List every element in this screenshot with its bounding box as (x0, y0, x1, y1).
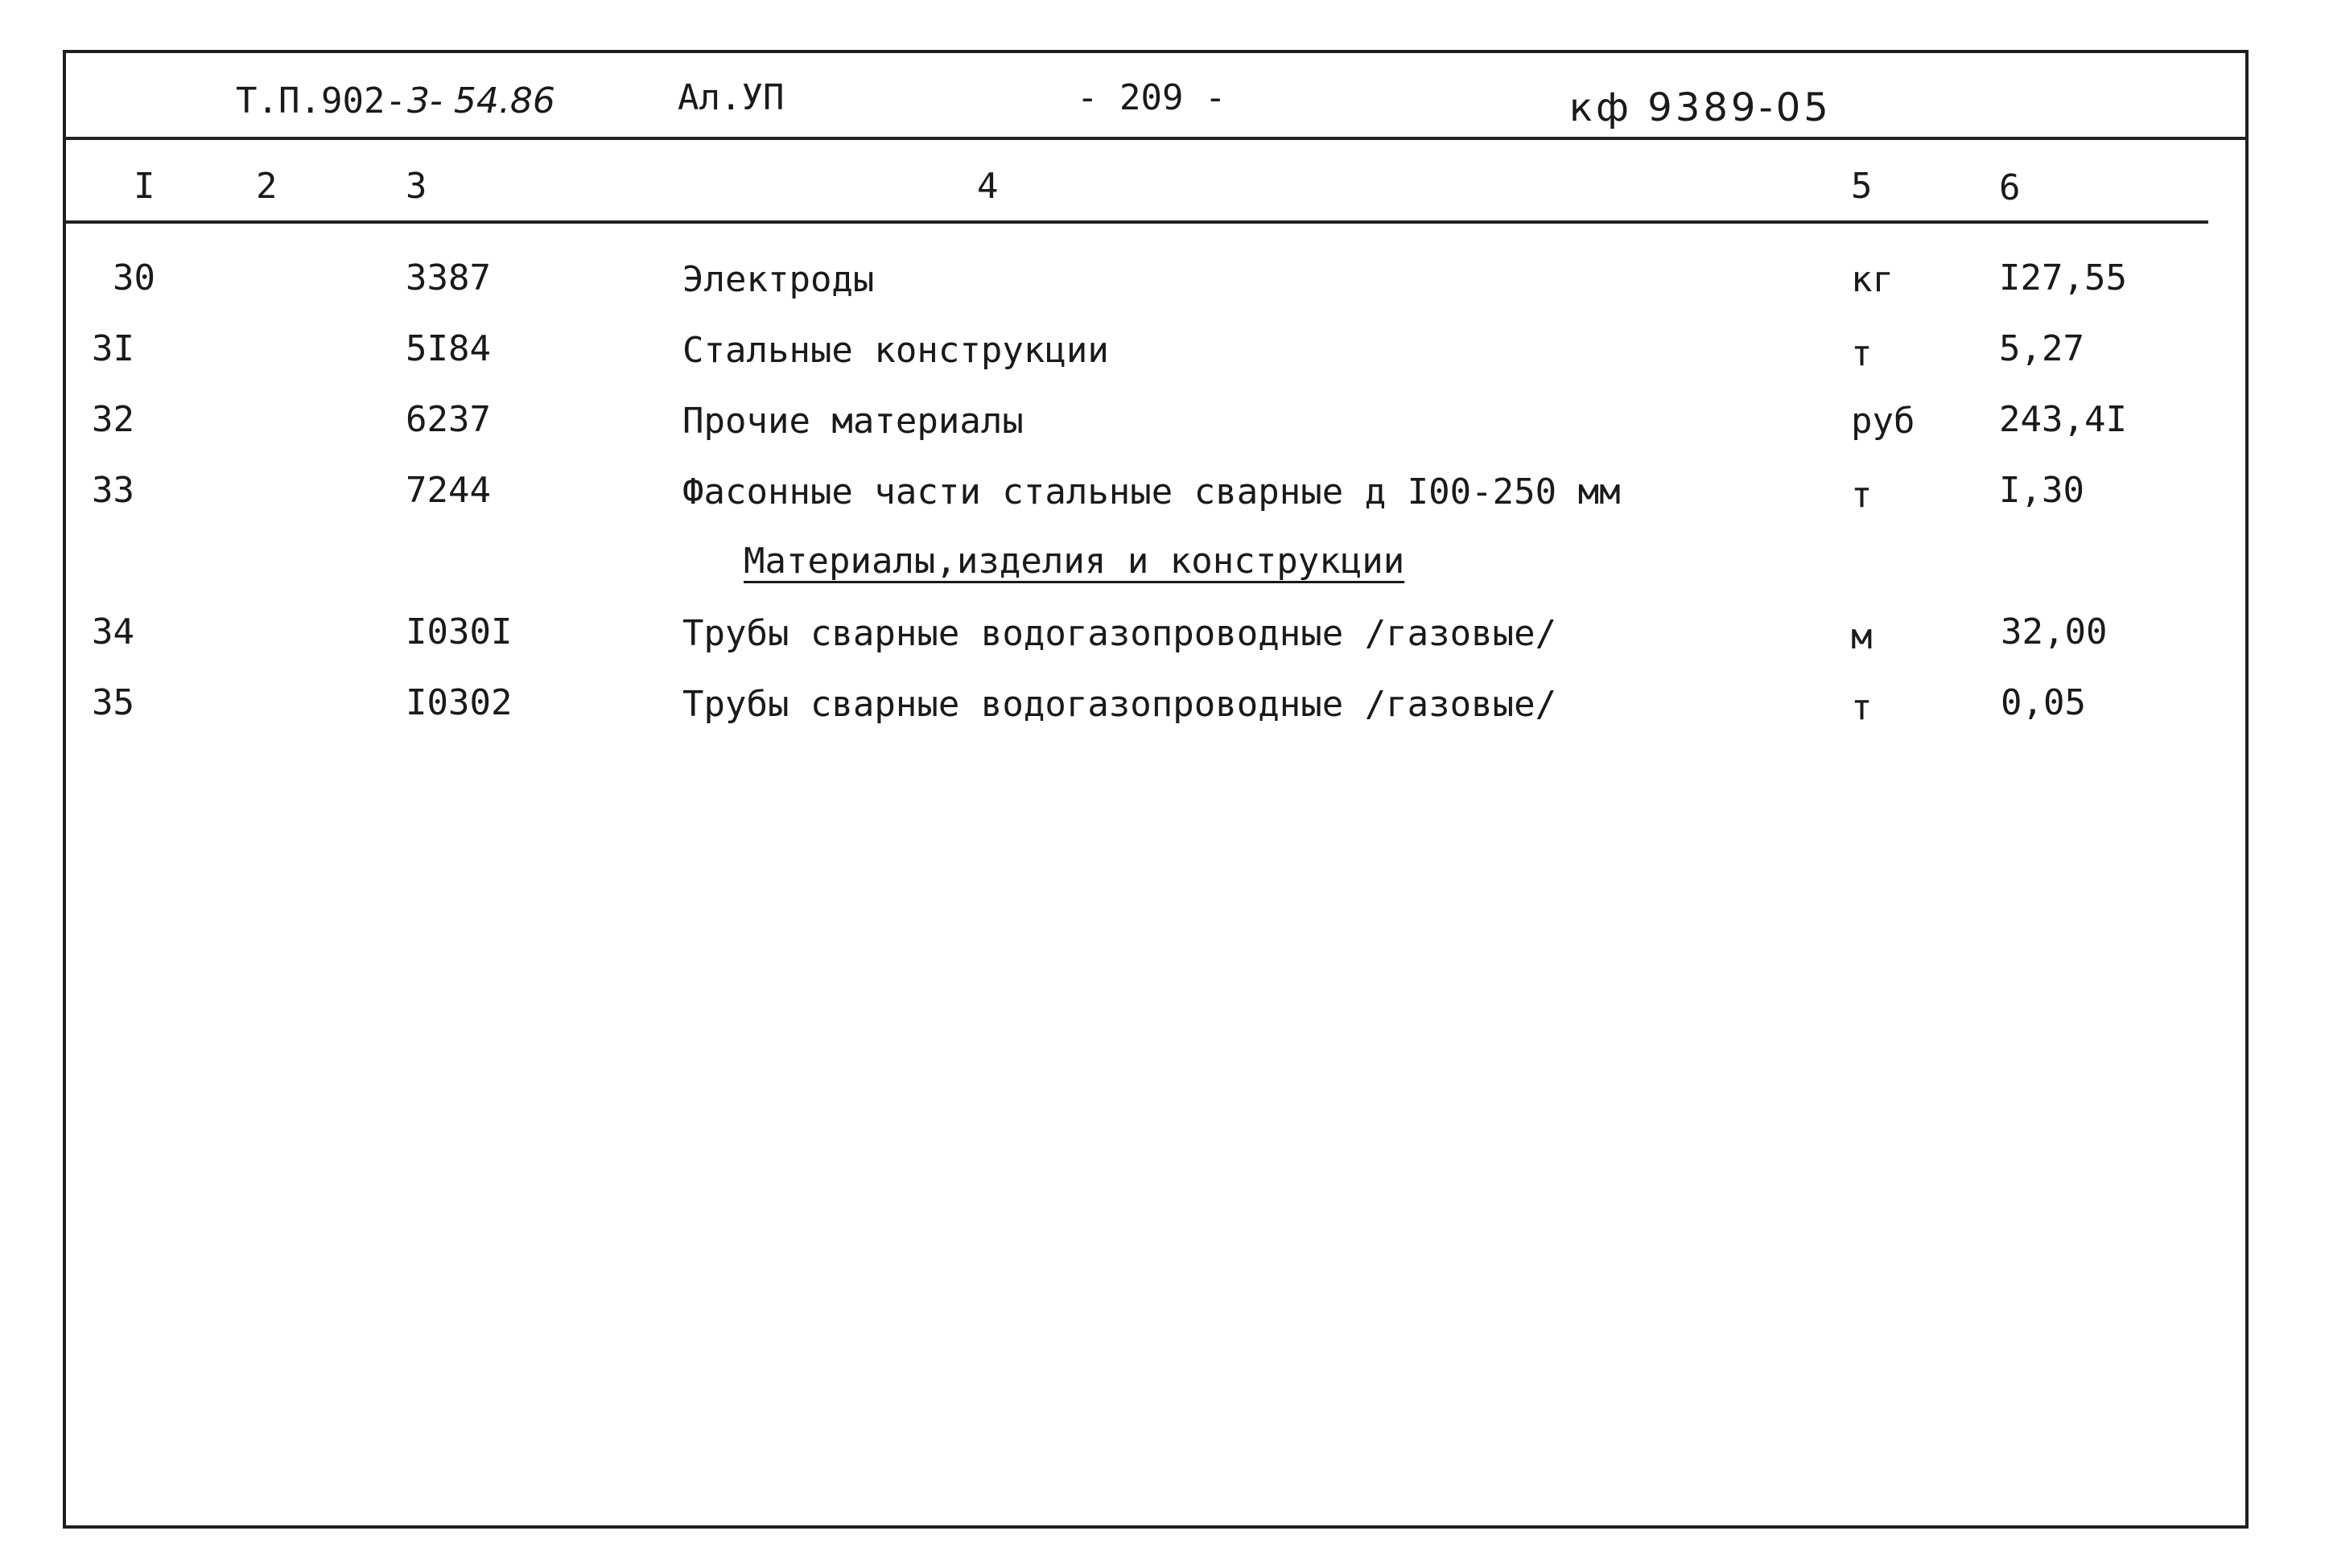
col-header-2: 2 (256, 166, 278, 207)
resource-code: 6237 (406, 399, 491, 440)
quantity: 243,4I (1999, 399, 2127, 440)
quantity: I,30 (1999, 470, 2084, 511)
header-rule (66, 137, 2249, 140)
resource-code: I030I (406, 611, 513, 652)
unit: руб (1851, 401, 1915, 442)
resource-code: 3387 (406, 257, 491, 298)
col-header-4: 4 (977, 166, 999, 207)
col-header-5: 5 (1851, 166, 1873, 207)
quantity: 5,27 (1999, 328, 2084, 369)
unit: т (1851, 333, 1873, 374)
quantity: 32,00 (2001, 611, 2108, 652)
col-header-6: 6 (1999, 167, 2021, 208)
resource-code: 7244 (406, 470, 491, 511)
quantity: 0,05 (2001, 682, 2086, 723)
resource-name: Прочие материалы (682, 401, 1024, 442)
row-number: 33 (92, 470, 134, 511)
row-number: 30 (113, 257, 155, 298)
resource-code: 5I84 (406, 328, 491, 369)
page-frame (63, 50, 2249, 1529)
resource-code: I0302 (406, 682, 513, 723)
doc-code-handwritten: 3- 54.86 (407, 80, 555, 121)
resource-name: Фасонные части стальные сварные д I00-250 мм (682, 471, 1621, 512)
album-label: Ал.УП (678, 77, 785, 118)
resource-name: Электроды (682, 259, 875, 300)
resource-name: Трубы сварные водогазопроводные /газовые/ (682, 613, 1557, 654)
quantity: I27,55 (1999, 257, 2127, 298)
unit: м (1851, 616, 1873, 657)
row-number: 32 (92, 399, 134, 440)
page-number: - 209 - (1077, 77, 1226, 118)
unit: т (1851, 687, 1873, 728)
resource-name: Стальные конструкции (682, 330, 1109, 371)
row-number: 35 (92, 682, 134, 723)
row-number: 3I (92, 328, 134, 369)
section-heading: Материалы,изделия и конструкции (744, 541, 1405, 582)
row-number: 34 (92, 611, 134, 652)
col-header-1: I (134, 166, 155, 207)
col-header-3: 3 (406, 166, 427, 207)
column-header-rule (66, 220, 2208, 224)
doc-code-printed: Т.П.902- (236, 80, 406, 121)
unit: кг (1851, 259, 1894, 300)
stamp-handwritten: кф 9389-05 (1569, 85, 1832, 130)
resource-name: Трубы сварные водогазопроводные /газовые/ (682, 684, 1557, 725)
unit: т (1851, 475, 1873, 516)
